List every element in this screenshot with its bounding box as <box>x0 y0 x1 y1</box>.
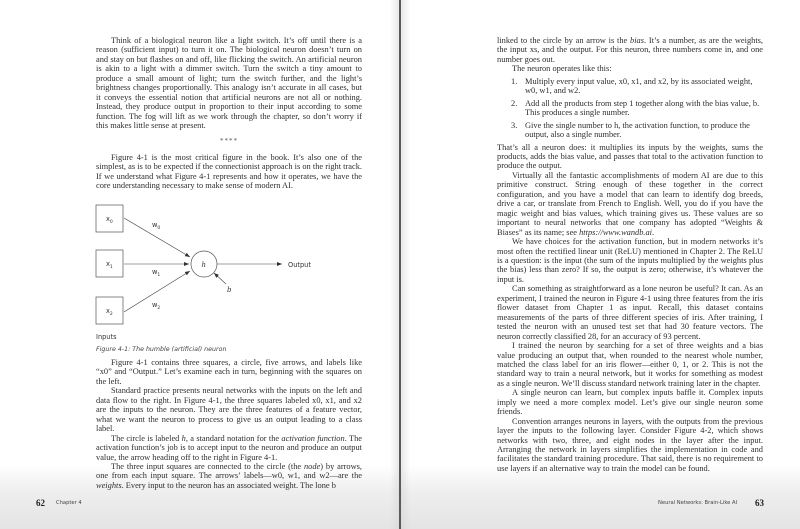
paragraph-bias: linked to the circle by an arrow is the bias. It’s a number, as are the weights, the input xs, and the output. For this neuron, three numbers come in, and one number goes out. <box>497 36 763 64</box>
paragraph-figure-intro: Figure 4-1 is the most critical figure in the book. It’s also one of the simplest, as is to be expected if the connectionist approach is on the right track. If we understand what Figure 4-1 represents and how it operates, we have the core understanding necessary to make sense of modern AI. <box>96 152 362 191</box>
neuron-steps-list <box>497 77 763 140</box>
input-label-x0: $x_0$ <box>106 215 113 225</box>
weight-label-w1: $w_1$ <box>152 268 161 278</box>
inputs-label: Inputs <box>96 333 117 341</box>
paragraph-figure-contents: Figure 4-1 contains three squares, a circle, five arrows, and labels like “x0” and “Output.” Let’s examine each in turn, beginning with the squares on the left. <box>96 358 362 386</box>
paragraph-complex-inputs: A single neuron can learn, but complex inputs baffle it. Complex inputs imply we need a more complex model. Let’s give our single neuron some friends. <box>497 388 763 417</box>
gutter-shadow-right <box>401 0 410 529</box>
right-main-text <box>497 36 763 473</box>
right-page <box>400 0 800 529</box>
paragraph-training: I trained the neuron by searching for a set of three weights and a bias value producing an output that, when rounded to the nearest whole number, matched the class label for an iris flower—either 0, 1, or 2. This is not the standard way to train a neural network, but it works for something as modest as a single neuron. We’ll discuss standard network training later in the chapter. <box>497 341 763 388</box>
page-gutter <box>399 0 401 529</box>
figure-neuron <box>90 200 370 360</box>
paragraph-iris-experiment: Can something as straightforward as a lone neuron be useful? It can. As an experiment, I trained the neuron in Figure 4-1 using three features from the iris flower dataset from Chapter 1 as input. Recall, this dataset contains measurements of the parts of three different species of iris. After training, I tested the neuron with an unused test set that had 30 feature vectors. The neuron correctly classified 28, for an accuracy of 93 percent. <box>497 284 763 341</box>
paragraph-accomplishments: Virtually all the fantastic accomplishments of modern AI are due to this primitive construct. String enough of these together in the correct configuration, and you have a model that can learn to identify dog breeds, drive a car, or translate from French to English. Well, you do if you have the magic weight and bias values, which training gives us. These values are so important to neural networks that one company has adopted “Weights & Biases” as its name; see https://www.wandb.ai. <box>497 170 763 237</box>
left-top-text <box>96 36 362 191</box>
paragraph-list-intro: The neuron operates like this: <box>512 64 612 74</box>
figure-caption: Figure 4-1: The humble (artificial) neuron <box>96 346 227 353</box>
list-item: 2. Add all the products from step 1 together along with the bias value, b. This produces a single number. <box>511 98 760 118</box>
output-label: Output <box>288 261 311 269</box>
paragraph-layers: Convention arranges neurons in layers, with the outputs from the previous layer the inputs to the following layer. Consider Figure 4-2, which shows networks with two, three, and eight nodes in the layer after the input. Arranging the network in layers simplifies the implementation in code and facilitates the standard training procedure. That said, there is no requirement to use layers if an alternative way to train the model can be found. <box>497 416 763 473</box>
section-separator: **** <box>220 136 238 145</box>
paragraph-light-switch: Think of a biological neuron like a light switch. It’s off until there is a reason (sufficient input) to turn it on. The biological neuron doesn’t turn on and stay on but flashes on and off, like flicking the switch. An artificial neuron is akin to a light with a dimmer switch. Turn the switch a tiny amount to produce a small amount of light; turn the switch further, and the light’s brightness changes proportionally. This analogy isn’t accurate in all cases, but it conveys the essential notion that artificial neurons are not all or nothing. Instead, they produce output in proportion to their input according to some function. The fog will lift as we work through the chapter, so don’t worry if this makes little sense at present. <box>96 36 362 131</box>
paragraph-activation-function: The circle is labeled h, a standard notation for the activation function. The activation function’s job is to accept input to the neuron and produce an output value, the arrow heading off to the right in Figure 4-1. <box>96 433 362 462</box>
page-number-right: 63 <box>755 498 764 508</box>
weight-label-w0: $w_0$ <box>152 221 161 231</box>
list-item: 3. Give the single number to h, the activation function, to produce the output, also a single number. <box>511 120 750 140</box>
paragraph-weights: The three input squares are connected to the circle (the node) by arrows, one from each input square. The arrows’ labels—w0, w1, and w2—are the weights. Every input to the neuron has an associated weight. The lone b <box>96 461 362 490</box>
bias-arrow <box>214 273 226 284</box>
running-head-left: Chapter 4 <box>56 500 82 506</box>
running-head-right: Neural Networks: Brain-Like AI <box>658 500 738 506</box>
node-label-h: h <box>201 261 207 269</box>
bias-label: b <box>227 286 232 294</box>
input-label-x1: $x_1$ <box>106 260 113 270</box>
left-bottom-text <box>96 358 362 490</box>
list-item: 1. Multiply every input value, x0, x1, and x2, by its associated weight, w0, w1, and w2. <box>511 76 753 96</box>
paragraph-neuron-summary: That’s all a neuron does: it multiplies its inputs by the weights, sums the products, adds the bias value, and passes that total to the activation function to produce the output. <box>497 142 763 171</box>
page-number-left: 62 <box>36 498 45 508</box>
gutter-shadow-left <box>390 0 399 529</box>
paragraph-relu: We have choices for the activation function, but in modern networks it’s most often the rectified linear unit (ReLU) mentioned in Chapter 2. The ReLU is a question: is the input (the sum of the inputs multiplied by the weights plus the bias) less than zero? If so, the output is zero; otherwise, it’s whatever the input is. <box>497 237 763 284</box>
paragraph-standard-practice: Standard practice presents neural networks with the inputs on the left and data flow to the right. In Figure 4-1, the three squares labeled x0, x1, and x2 are the inputs to the neuron. They are the three features of a feature vector, what we want the neuron to process to give us an output leading to a class label. <box>96 386 362 434</box>
wandb-link[interactable]: https://www.wandb.ai <box>579 227 653 237</box>
neuron-diagram <box>90 200 370 360</box>
input-label-x2: $x_2$ <box>106 307 113 317</box>
weight-label-w2: $w_2$ <box>152 301 161 311</box>
